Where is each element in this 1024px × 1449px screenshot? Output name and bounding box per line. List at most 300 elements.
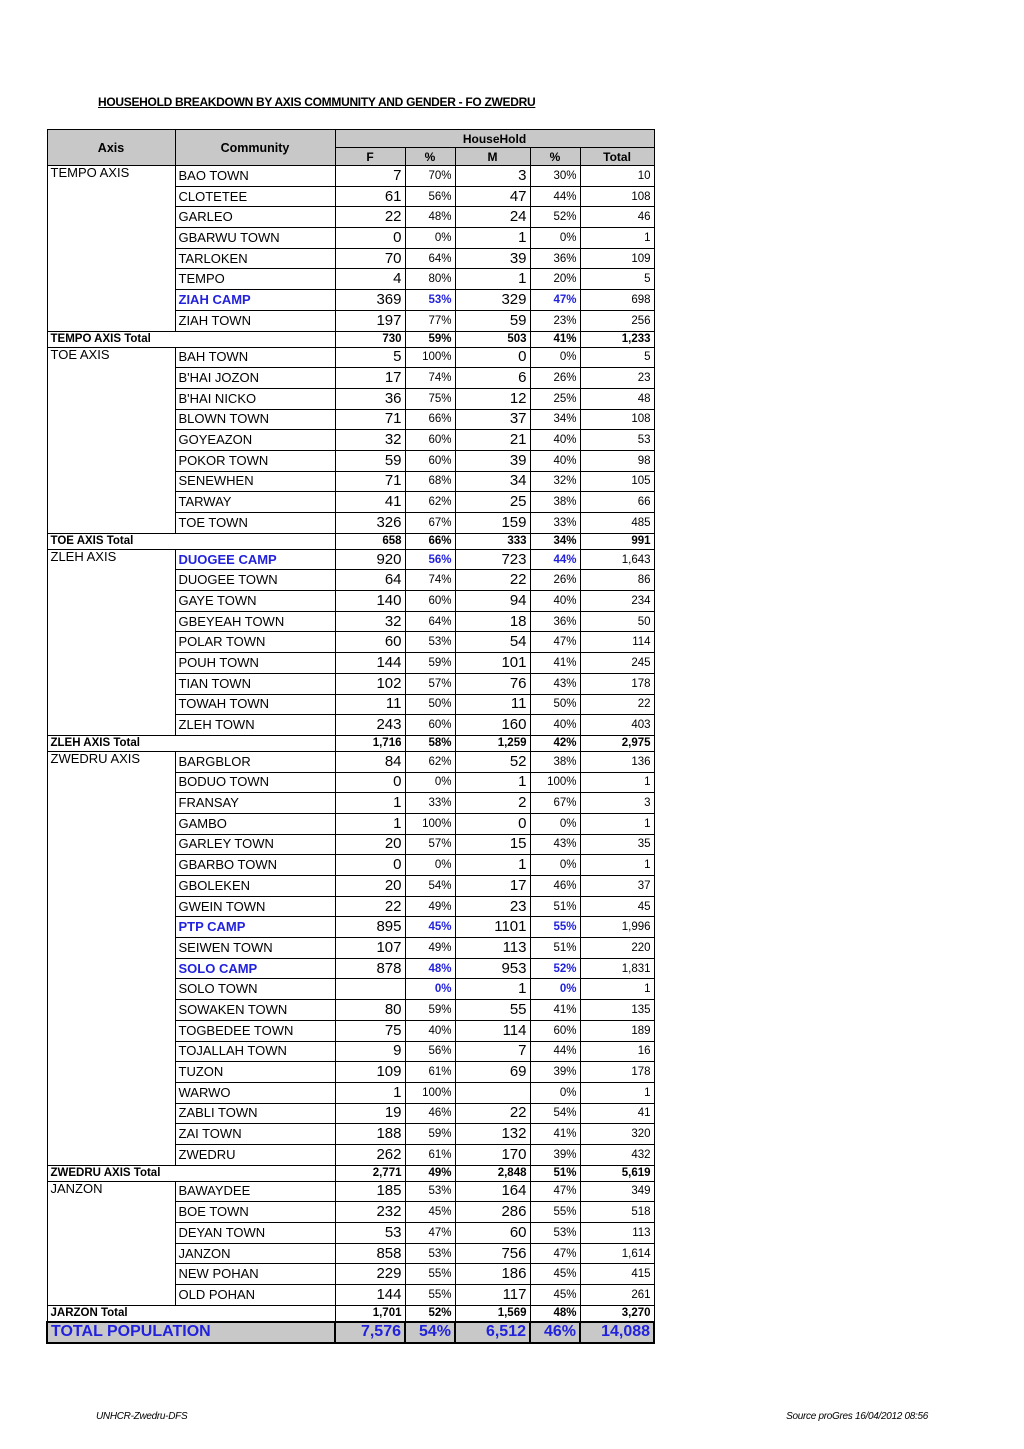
table-row — [47, 347, 654, 368]
community-cell: BODUO TOWN — [175, 772, 335, 793]
row-total: 245 — [580, 653, 654, 674]
female-percent: 74% — [405, 570, 455, 591]
male-count: 11 — [455, 694, 530, 715]
female-percent: 49% — [405, 938, 455, 959]
female-percent: 66% — [405, 409, 455, 430]
male-count: 23 — [455, 896, 530, 917]
female-count: 5 — [335, 347, 405, 368]
male-count: 186 — [455, 1264, 530, 1285]
female-percent: 70% — [405, 166, 455, 187]
axis-cell — [47, 492, 175, 513]
male-percent: 0% — [530, 228, 580, 249]
female-count: 75 — [335, 1020, 405, 1041]
female-percent: 55% — [405, 1285, 455, 1306]
male-count: 59 — [455, 310, 530, 331]
male-count: 1101 — [455, 917, 530, 938]
axis-cell — [47, 1041, 175, 1062]
male-count: 22 — [455, 1103, 530, 1124]
row-total: 178 — [580, 1062, 654, 1083]
axis-cell: TOE AXIS — [47, 347, 175, 368]
female-percent: 33% — [405, 793, 455, 814]
female-percent: 80% — [405, 269, 455, 290]
female-count: 70 — [335, 248, 405, 269]
female-percent: 47% — [405, 1223, 455, 1244]
female-count: 32 — [335, 430, 405, 451]
row-total: 108 — [580, 409, 654, 430]
female-count: 20 — [335, 834, 405, 855]
community-cell: SENEWHEN — [175, 471, 335, 492]
row-total: 178 — [580, 673, 654, 694]
female-percent: 56% — [405, 1041, 455, 1062]
axis-cell — [47, 1144, 175, 1165]
male-percent: 53% — [530, 1223, 580, 1244]
axis-cell — [47, 632, 175, 653]
male-percent: 47% — [530, 290, 580, 311]
male-percent: 44% — [530, 549, 580, 570]
community-cell: CLOTETEE — [175, 186, 335, 207]
female-count: 102 — [335, 673, 405, 694]
female-percent: 0% — [405, 979, 455, 1000]
subtotal-total: 1,233 — [580, 331, 654, 347]
axis-cell: ZLEH AXIS — [47, 549, 175, 570]
female-percent: 62% — [405, 751, 455, 772]
axis-cell — [47, 1103, 175, 1124]
axis-cell — [47, 834, 175, 855]
row-total: 1,831 — [580, 958, 654, 979]
axis-cell — [47, 813, 175, 834]
row-total: 22 — [580, 694, 654, 715]
row-total: 1,614 — [580, 1243, 654, 1264]
page-title: HOUSEHOLD BREAKDOWN BY AXIS COMMUNITY AND GENDER - FO ZWEDRU — [98, 95, 536, 109]
table-row — [47, 793, 654, 814]
male-percent: 41% — [530, 653, 580, 674]
subtotal-female-percent: 49% — [405, 1165, 455, 1181]
female-percent: 59% — [405, 653, 455, 674]
community-cell: OLD POHAN — [175, 1285, 335, 1306]
community-cell: GAMBO — [175, 813, 335, 834]
female-count: 878 — [335, 958, 405, 979]
community-cell: BAO TOWN — [175, 166, 335, 187]
female-percent: 50% — [405, 694, 455, 715]
female-percent: 59% — [405, 1124, 455, 1145]
female-percent: 62% — [405, 492, 455, 513]
table-row — [47, 207, 654, 228]
subtotal-label: TOE AXIS Total — [47, 533, 335, 549]
female-count — [335, 979, 405, 1000]
male-percent: 100% — [530, 772, 580, 793]
male-percent: 34% — [530, 409, 580, 430]
female-count: 36 — [335, 388, 405, 409]
table-row — [47, 1144, 654, 1165]
grand-total-row — [47, 1322, 654, 1343]
table-row — [47, 1285, 654, 1306]
subtotal-female: 2,771 — [335, 1165, 405, 1181]
female-percent: 67% — [405, 513, 455, 534]
header-m: M — [455, 148, 530, 166]
axis-cell — [47, 896, 175, 917]
male-percent: 52% — [530, 958, 580, 979]
table-row — [47, 450, 654, 471]
community-cell: SOWAKEN TOWN — [175, 1000, 335, 1021]
row-total: 5 — [580, 269, 654, 290]
male-percent: 67% — [530, 793, 580, 814]
male-percent: 41% — [530, 1124, 580, 1145]
axis-cell — [47, 1000, 175, 1021]
female-count: 188 — [335, 1124, 405, 1145]
subtotal-male-percent: 48% — [530, 1305, 580, 1322]
table-row — [47, 1181, 654, 1202]
male-percent: 36% — [530, 248, 580, 269]
community-cell: GBOLEKEN — [175, 876, 335, 897]
subtotal-male-percent: 41% — [530, 331, 580, 347]
male-percent: 36% — [530, 611, 580, 632]
community-cell: PTP CAMP — [175, 917, 335, 938]
female-count: 60 — [335, 632, 405, 653]
axis-cell — [47, 228, 175, 249]
male-count: 160 — [455, 715, 530, 736]
subtotal-row — [47, 533, 654, 549]
female-count: 7 — [335, 166, 405, 187]
row-total: 220 — [580, 938, 654, 959]
axis-cell — [47, 388, 175, 409]
female-count: 59 — [335, 450, 405, 471]
table-row — [47, 751, 654, 772]
row-total: 518 — [580, 1202, 654, 1223]
row-total: 432 — [580, 1144, 654, 1165]
axis-cell — [47, 958, 175, 979]
female-percent: 100% — [405, 1082, 455, 1103]
row-total: 1 — [580, 772, 654, 793]
row-total: 86 — [580, 570, 654, 591]
community-cell: TOGBEDEE TOWN — [175, 1020, 335, 1041]
male-count: 1 — [455, 772, 530, 793]
table-row — [47, 166, 654, 187]
table-row — [47, 248, 654, 269]
row-total: 113 — [580, 1223, 654, 1244]
female-percent: 57% — [405, 673, 455, 694]
male-percent: 47% — [530, 632, 580, 653]
table-row — [47, 1223, 654, 1244]
female-percent: 60% — [405, 591, 455, 612]
female-percent: 100% — [405, 347, 455, 368]
community-cell: GBARBO TOWN — [175, 855, 335, 876]
subtotal-male: 333 — [455, 533, 530, 549]
axis-cell — [47, 186, 175, 207]
female-count: 0 — [335, 772, 405, 793]
female-percent: 60% — [405, 450, 455, 471]
axis-cell — [47, 1285, 175, 1306]
row-total: 135 — [580, 1000, 654, 1021]
female-percent: 60% — [405, 715, 455, 736]
female-percent: 59% — [405, 1000, 455, 1021]
male-count: 0 — [455, 347, 530, 368]
table-row — [47, 813, 654, 834]
female-count: 19 — [335, 1103, 405, 1124]
subtotal-female: 1,716 — [335, 735, 405, 751]
community-cell: ZABLI TOWN — [175, 1103, 335, 1124]
axis-cell — [47, 793, 175, 814]
female-percent: 75% — [405, 388, 455, 409]
male-count: 39 — [455, 450, 530, 471]
subtotal-male: 1,259 — [455, 735, 530, 751]
grand-total-total: 14,088 — [580, 1322, 654, 1343]
table-body — [47, 166, 654, 1343]
axis-cell — [47, 1062, 175, 1083]
axis-cell — [47, 611, 175, 632]
community-cell: BAH TOWN — [175, 347, 335, 368]
community-cell: WARWO — [175, 1082, 335, 1103]
row-total: 105 — [580, 471, 654, 492]
female-percent: 53% — [405, 290, 455, 311]
axis-cell — [47, 409, 175, 430]
subtotal-total: 2,975 — [580, 735, 654, 751]
axis-cell — [47, 855, 175, 876]
subtotal-female-percent: 59% — [405, 331, 455, 347]
table-row — [47, 492, 654, 513]
row-total: 320 — [580, 1124, 654, 1145]
male-percent: 26% — [530, 368, 580, 389]
male-percent: 39% — [530, 1062, 580, 1083]
axis-cell — [47, 570, 175, 591]
row-total: 349 — [580, 1181, 654, 1202]
female-percent: 53% — [405, 1181, 455, 1202]
table-row — [47, 368, 654, 389]
axis-cell — [47, 715, 175, 736]
table-row — [47, 1082, 654, 1103]
table-row — [47, 1000, 654, 1021]
male-percent: 0% — [530, 1082, 580, 1103]
row-total: 1 — [580, 813, 654, 834]
male-percent: 0% — [530, 813, 580, 834]
female-percent: 56% — [405, 186, 455, 207]
male-percent: 40% — [530, 715, 580, 736]
female-count: 22 — [335, 207, 405, 228]
male-count: 159 — [455, 513, 530, 534]
male-percent: 51% — [530, 938, 580, 959]
subtotal-male-percent: 42% — [530, 735, 580, 751]
male-count: 1 — [455, 228, 530, 249]
male-percent: 30% — [530, 166, 580, 187]
community-cell: DUOGEE TOWN — [175, 570, 335, 591]
female-percent: 64% — [405, 248, 455, 269]
female-count: 895 — [335, 917, 405, 938]
female-count: 64 — [335, 570, 405, 591]
household-table — [46, 129, 655, 1344]
female-percent: 0% — [405, 855, 455, 876]
male-percent: 47% — [530, 1243, 580, 1264]
female-percent: 45% — [405, 1202, 455, 1223]
table-row — [47, 653, 654, 674]
subtotal-label: JARZON Total — [47, 1305, 335, 1322]
table-row — [47, 388, 654, 409]
axis-cell — [47, 1020, 175, 1041]
axis-cell — [47, 979, 175, 1000]
female-count: 41 — [335, 492, 405, 513]
male-percent: 40% — [530, 450, 580, 471]
male-percent: 51% — [530, 896, 580, 917]
female-count: 84 — [335, 751, 405, 772]
female-count: 232 — [335, 1202, 405, 1223]
community-cell: NEW POHAN — [175, 1264, 335, 1285]
table-row — [47, 1062, 654, 1083]
male-count: 3 — [455, 166, 530, 187]
table-row — [47, 591, 654, 612]
male-count: 170 — [455, 1144, 530, 1165]
row-total: 3 — [580, 793, 654, 814]
community-cell: POLAR TOWN — [175, 632, 335, 653]
male-count: 329 — [455, 290, 530, 311]
header-pct-m: % — [530, 148, 580, 166]
female-count: 1 — [335, 813, 405, 834]
female-count: 858 — [335, 1243, 405, 1264]
female-count: 71 — [335, 409, 405, 430]
female-count: 0 — [335, 855, 405, 876]
male-count: 1 — [455, 269, 530, 290]
header-household: HouseHold — [335, 130, 654, 148]
subtotal-row — [47, 1165, 654, 1181]
male-count: 953 — [455, 958, 530, 979]
female-count: 243 — [335, 715, 405, 736]
male-count: 94 — [455, 591, 530, 612]
table-row — [47, 471, 654, 492]
subtotal-female: 730 — [335, 331, 405, 347]
female-percent: 49% — [405, 896, 455, 917]
female-percent: 46% — [405, 1103, 455, 1124]
community-cell: DUOGEE CAMP — [175, 549, 335, 570]
male-count: 723 — [455, 549, 530, 570]
male-percent: 39% — [530, 1144, 580, 1165]
row-total: 98 — [580, 450, 654, 471]
subtotal-male: 503 — [455, 331, 530, 347]
header-pct-f: % — [405, 148, 455, 166]
male-count: 114 — [455, 1020, 530, 1041]
row-total: 234 — [580, 591, 654, 612]
table-row — [47, 611, 654, 632]
subtotal-total: 991 — [580, 533, 654, 549]
table-row — [47, 513, 654, 534]
male-count: 52 — [455, 751, 530, 772]
axis-cell — [47, 207, 175, 228]
community-cell: ZIAH CAMP — [175, 290, 335, 311]
male-percent: 55% — [530, 1202, 580, 1223]
male-percent: 50% — [530, 694, 580, 715]
male-percent: 55% — [530, 917, 580, 938]
male-percent: 40% — [530, 430, 580, 451]
community-cell: POKOR TOWN — [175, 450, 335, 471]
table-row — [47, 715, 654, 736]
row-total: 1 — [580, 979, 654, 1000]
female-percent: 100% — [405, 813, 455, 834]
male-percent: 0% — [530, 347, 580, 368]
community-cell: GBEYEAH TOWN — [175, 611, 335, 632]
male-count: 7 — [455, 1041, 530, 1062]
female-count: 1 — [335, 1082, 405, 1103]
subtotal-female: 658 — [335, 533, 405, 549]
table-row — [47, 1020, 654, 1041]
community-cell: TARWAY — [175, 492, 335, 513]
female-percent: 57% — [405, 834, 455, 855]
subtotal-total: 3,270 — [580, 1305, 654, 1322]
community-cell: ZIAH TOWN — [175, 310, 335, 331]
row-total: 37 — [580, 876, 654, 897]
female-percent: 64% — [405, 611, 455, 632]
male-count: 132 — [455, 1124, 530, 1145]
male-percent: 26% — [530, 570, 580, 591]
female-percent: 0% — [405, 772, 455, 793]
community-cell: GARLEY TOWN — [175, 834, 335, 855]
grand-total-label: TOTAL POPULATION — [47, 1322, 335, 1343]
community-cell: GBARWU TOWN — [175, 228, 335, 249]
grand-total-female-percent: 54% — [405, 1322, 455, 1343]
row-total: 45 — [580, 896, 654, 917]
table-row — [47, 430, 654, 451]
row-total: 109 — [580, 248, 654, 269]
female-count: 197 — [335, 310, 405, 331]
male-count: 39 — [455, 248, 530, 269]
male-count: 286 — [455, 1202, 530, 1223]
row-total: 403 — [580, 715, 654, 736]
male-count: 60 — [455, 1223, 530, 1244]
axis-cell: ZWEDRU AXIS — [47, 751, 175, 772]
male-percent: 44% — [530, 186, 580, 207]
axis-cell — [47, 269, 175, 290]
community-cell: B'HAI NICKO — [175, 388, 335, 409]
axis-cell — [47, 1082, 175, 1103]
row-total: 261 — [580, 1285, 654, 1306]
male-percent: 54% — [530, 1103, 580, 1124]
row-total: 16 — [580, 1041, 654, 1062]
row-total: 1,643 — [580, 549, 654, 570]
female-count: 140 — [335, 591, 405, 612]
female-count: 229 — [335, 1264, 405, 1285]
table-row — [47, 186, 654, 207]
subtotal-male-percent: 34% — [530, 533, 580, 549]
grand-total-female: 7,576 — [335, 1322, 405, 1343]
subtotal-male: 2,848 — [455, 1165, 530, 1181]
female-count: 17 — [335, 368, 405, 389]
table-row — [47, 632, 654, 653]
row-total: 5 — [580, 347, 654, 368]
subtotal-label: TEMPO AXIS Total — [47, 331, 335, 347]
female-count: 80 — [335, 1000, 405, 1021]
male-percent: 32% — [530, 471, 580, 492]
female-count: 109 — [335, 1062, 405, 1083]
community-cell: BOE TOWN — [175, 1202, 335, 1223]
table-row — [47, 409, 654, 430]
female-count: 326 — [335, 513, 405, 534]
female-count: 71 — [335, 471, 405, 492]
male-count: 55 — [455, 1000, 530, 1021]
table-row — [47, 673, 654, 694]
row-total: 189 — [580, 1020, 654, 1041]
male-count: 164 — [455, 1181, 530, 1202]
female-count: 9 — [335, 1041, 405, 1062]
male-count: 12 — [455, 388, 530, 409]
male-percent: 44% — [530, 1041, 580, 1062]
male-percent: 41% — [530, 1000, 580, 1021]
community-cell: BLOWN TOWN — [175, 409, 335, 430]
axis-cell: TEMPO AXIS — [47, 166, 175, 187]
male-count: 37 — [455, 409, 530, 430]
row-total: 1,996 — [580, 917, 654, 938]
community-cell: SEIWEN TOWN — [175, 938, 335, 959]
male-count: 76 — [455, 673, 530, 694]
axis-cell — [47, 310, 175, 331]
female-count: 185 — [335, 1181, 405, 1202]
male-percent: 25% — [530, 388, 580, 409]
table-row — [47, 1243, 654, 1264]
female-percent: 53% — [405, 632, 455, 653]
